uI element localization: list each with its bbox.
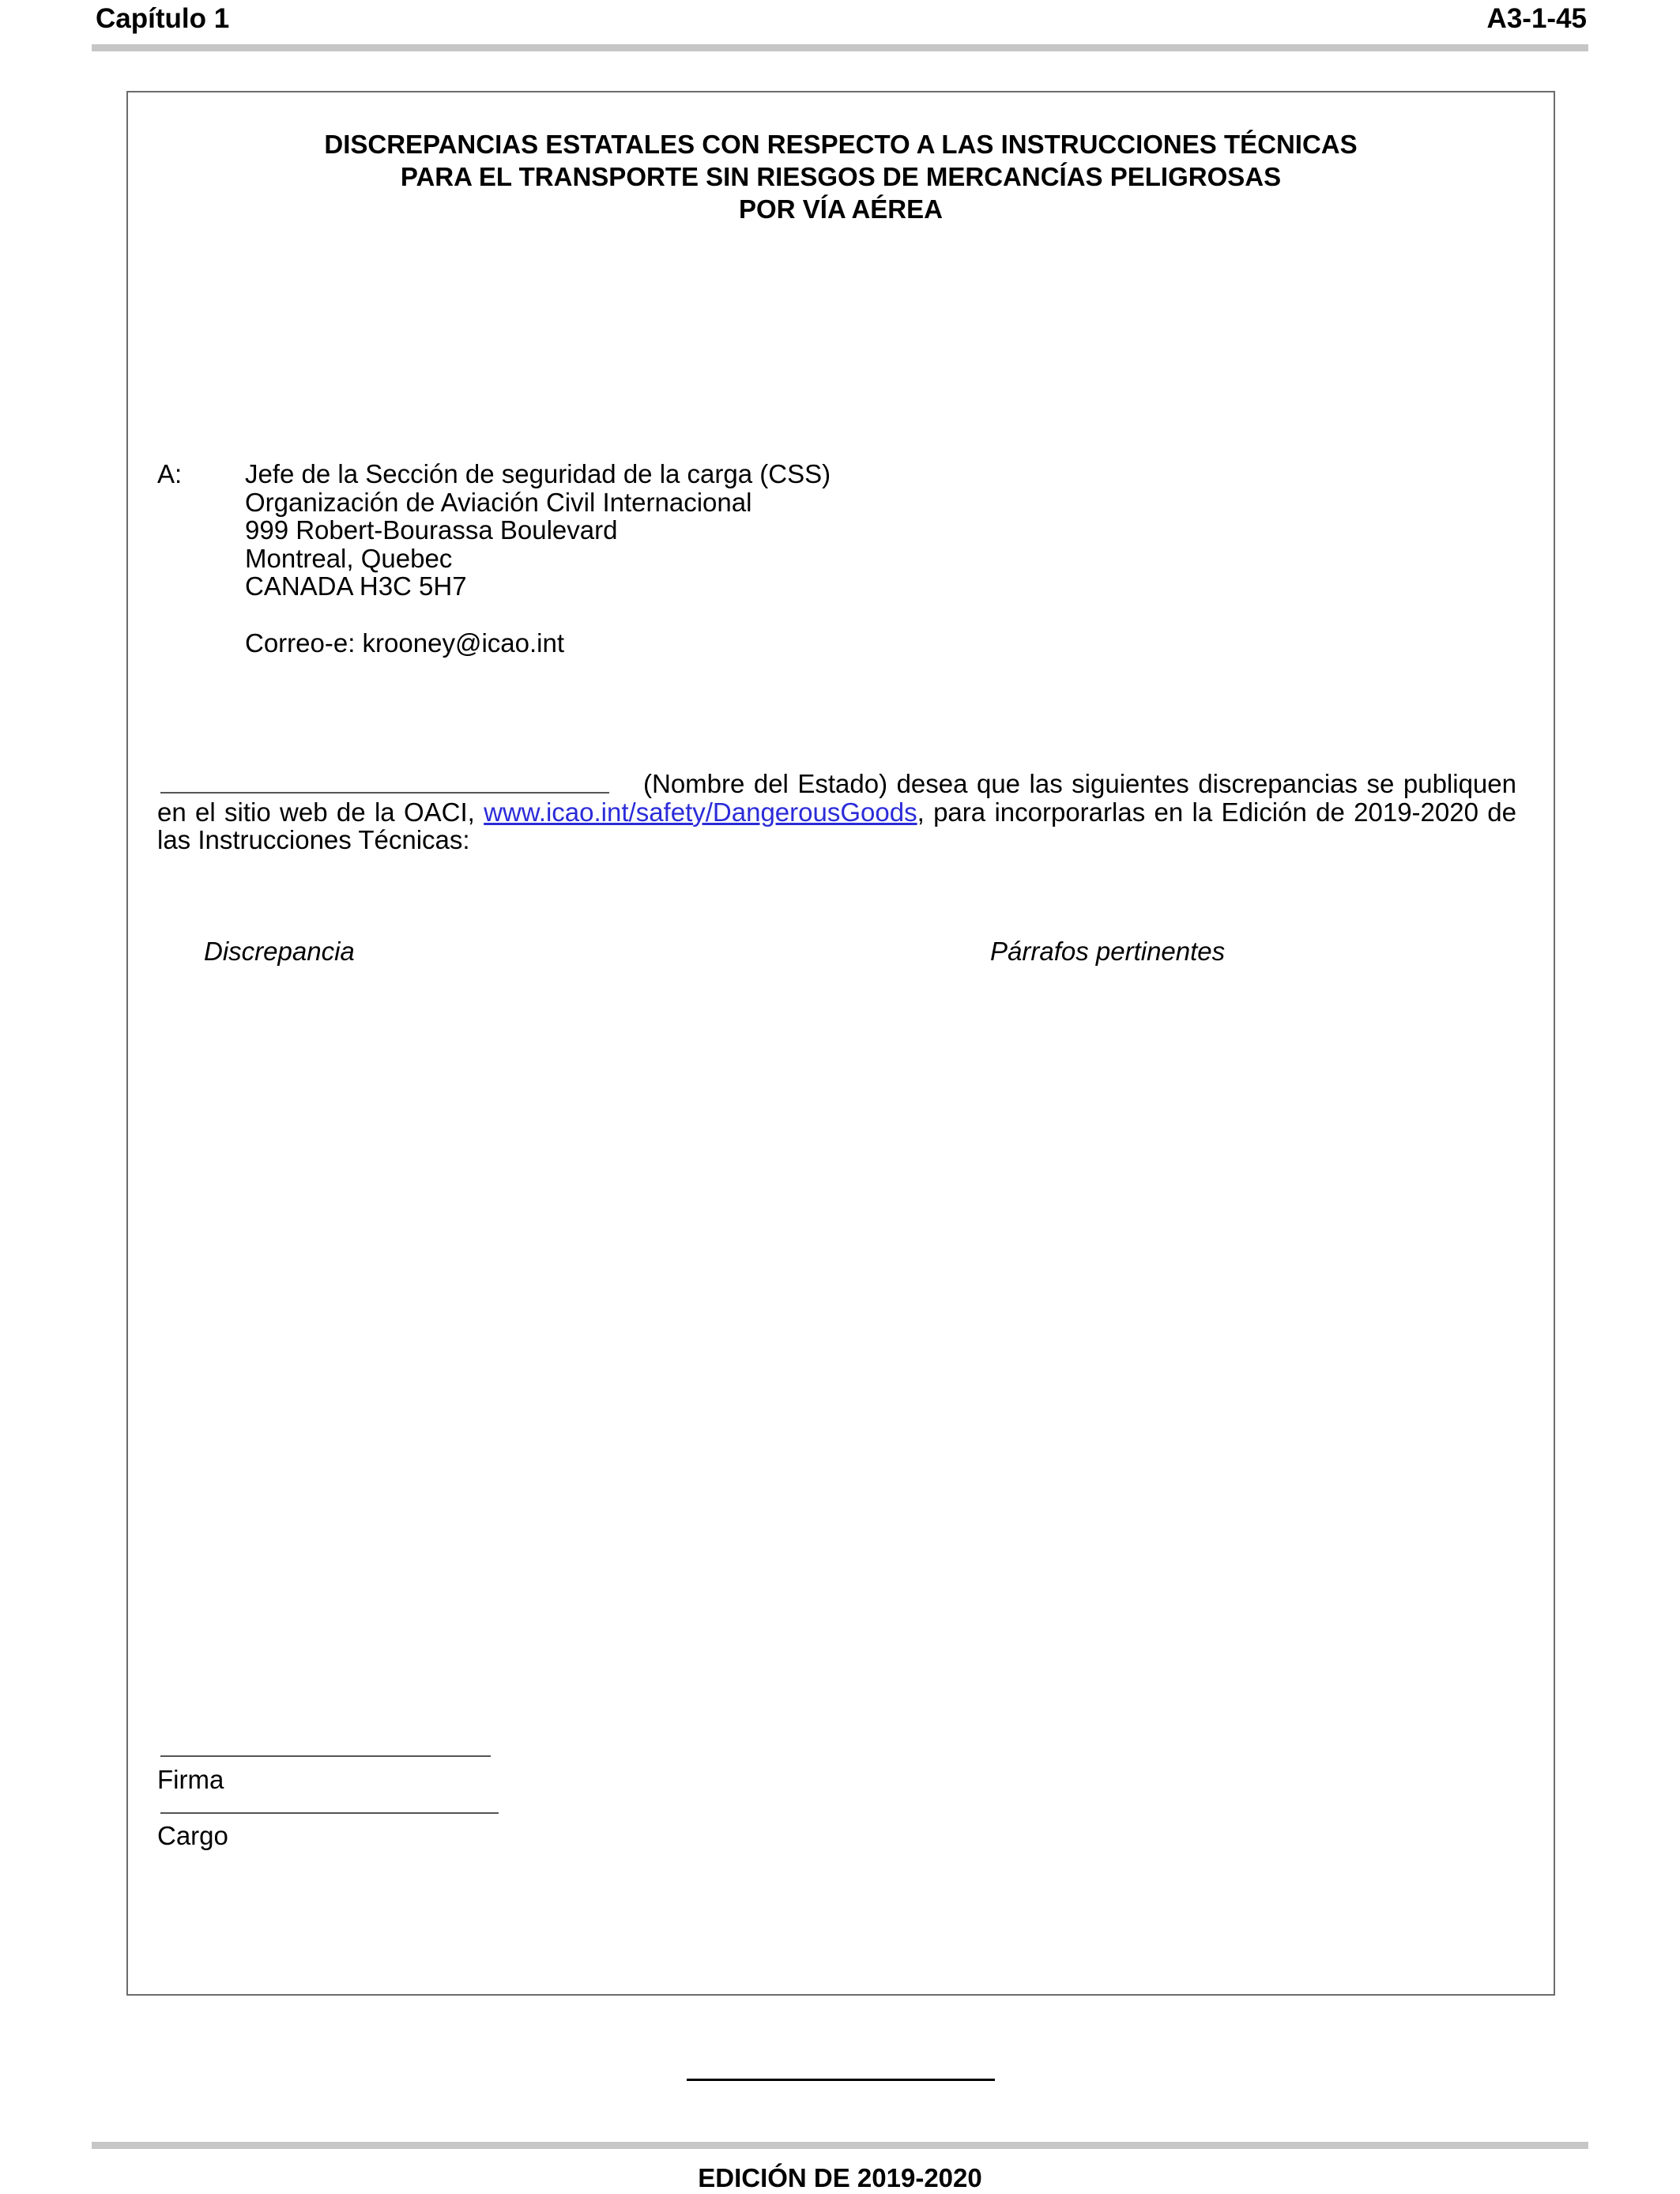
form-title-line-3: POR VÍA AÉREA xyxy=(739,194,943,224)
end-of-section-rule xyxy=(687,2079,995,2081)
form-title-line-1: DISCREPANCIAS ESTATALES CON RESPECTO A LAS INSTRUCCIONES TÉCNICAS xyxy=(324,130,1358,159)
form-frame xyxy=(126,91,1555,1996)
discrepancy-column-heading: Discrepancia xyxy=(204,937,355,966)
position-line[interactable] xyxy=(160,1812,499,1814)
page-number: A3-1-45 xyxy=(1486,3,1587,34)
dangerous-goods-link[interactable]: www.icao.int/safety/DangerousGoods xyxy=(484,797,917,827)
edition-label: EDICIÓN DE 2019-2020 xyxy=(698,2163,982,2192)
address-line-3: 999 Robert-Bourassa Boulevard xyxy=(245,515,618,545)
signature-line[interactable] xyxy=(160,1755,491,1757)
address-block xyxy=(245,460,831,601)
request-text-end: , para incorporarlas en la Edición de 2019-2020 de las Instrucciones Técnicas: xyxy=(157,797,1516,854)
address-line-4: Montreal, Quebec xyxy=(245,543,453,573)
position-label: Cargo xyxy=(157,1821,228,1850)
address-line-2: Organización de Aviación Civil Internacional xyxy=(245,487,752,517)
request-text-start: (Nombre del Estado) desea que las siguientes discrepancias se publiquen en el sitio web de la OACI, xyxy=(157,769,1516,827)
signature-label: Firma xyxy=(157,1765,224,1794)
form-title-line-2: PARA EL TRANSPORTE SIN RIESGOS DE MERCANCÍAS PELIGROSAS xyxy=(400,162,1282,191)
paragraphs-column-heading: Párrafos pertinentes xyxy=(990,937,1226,966)
email-address: Correo-e: krooney@icao.int xyxy=(245,628,565,658)
request-paragraph xyxy=(157,770,1516,854)
chapter-label: Capítulo 1 xyxy=(96,3,230,34)
footer-rule xyxy=(92,2142,1588,2149)
address-label: A: xyxy=(157,459,183,488)
header-rule xyxy=(92,44,1588,51)
address-line-1: Jefe de la Sección de seguridad de la carga (CSS) xyxy=(245,459,831,488)
form-title xyxy=(126,128,1555,225)
address-line-5: CANADA H3C 5H7 xyxy=(245,571,467,601)
